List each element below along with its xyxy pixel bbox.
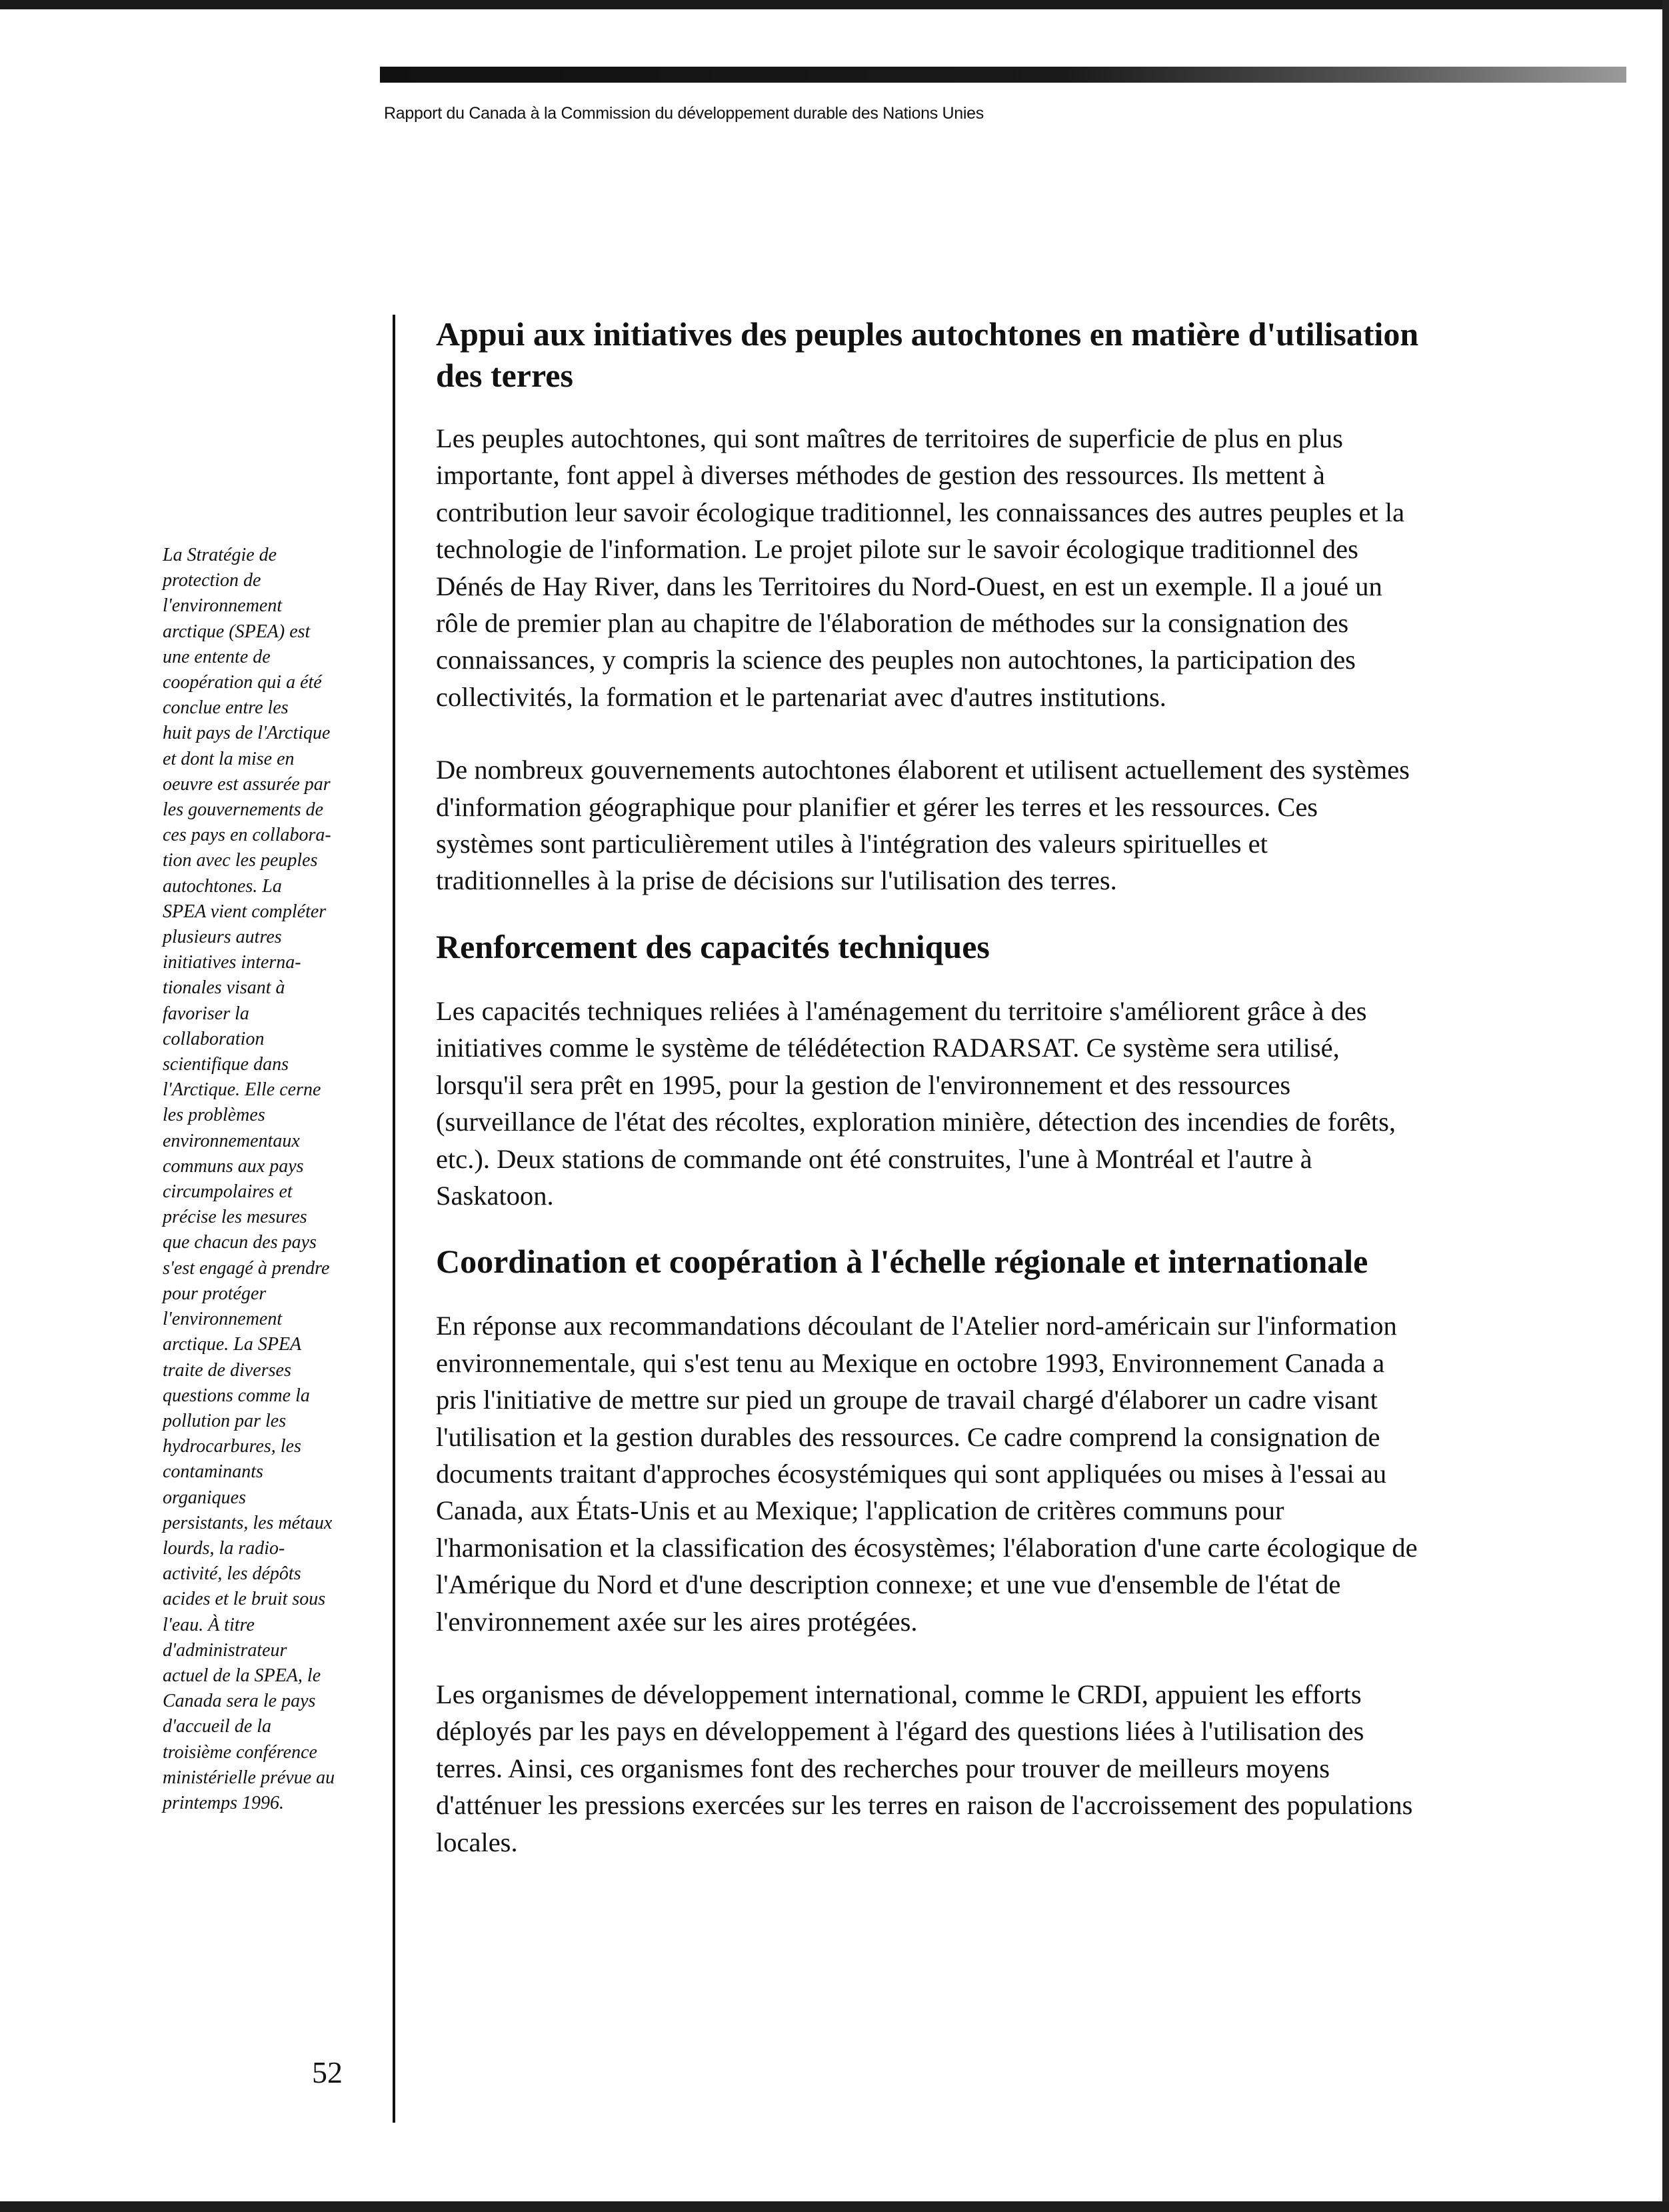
sidebar-note — [163, 543, 383, 1816]
header-rule — [380, 67, 1626, 83]
sidebar-line: acides et le bruit sous — [163, 1589, 326, 1610]
sidebar-line: lourds, la radio- — [163, 1537, 285, 1559]
text-line: d'atténuer les pressions exercées sur les terres en raison de l'accroissement des populations — [436, 1790, 1413, 1821]
text-line: Dénés de Hay River, dans les Territoires du Nord-Ouest, en est un exemple. Il a joué un — [436, 571, 1382, 601]
text-line: Canada, aux États-Unis et au Mexique; l'application de critères communs pour — [436, 1495, 1284, 1526]
text-line: environnementale, qui s'est tenu au Mexique en octobre 1993, Environnement Canada a — [436, 1347, 1385, 1378]
sidebar-line: actuel de la SPEA, le — [163, 1665, 321, 1686]
paragraph — [436, 1676, 1602, 1861]
text-line: contribution leur savoir écologique traditionnel, les connaissances des autres peuples et la — [436, 497, 1405, 527]
text-line: locales. — [436, 1827, 518, 1857]
heading-line: Renforcement des capacités techniques — [436, 927, 990, 965]
text-line: En réponse aux recommandations découlant de l'Atelier nord-américain sur l'information — [436, 1311, 1397, 1341]
sidebar-line: arctique (SPEA) est — [163, 621, 311, 642]
sidebar-line: communs aux pays — [163, 1155, 304, 1177]
text-line: documents traitant d'approches écosystémiques qui sont appliquées ou mises à l'essai au — [436, 1458, 1387, 1489]
section-heading — [436, 1241, 1602, 1282]
paragraph — [436, 1307, 1602, 1640]
sidebar-line: huit pays de l'Arctique — [163, 723, 331, 744]
sidebar-line: l'environnement — [163, 595, 283, 617]
sidebar-line: arctique. La SPEA — [163, 1334, 302, 1355]
sidebar-line: pour protéger — [163, 1283, 267, 1304]
sidebar-line: oeuvre est assurée par — [163, 773, 331, 795]
section-technical-capacity — [436, 926, 1602, 1214]
sidebar-line: tionales visant à — [163, 977, 285, 999]
paragraph — [436, 993, 1602, 1214]
sidebar-line: conclue entre les — [163, 697, 289, 719]
sidebar-line: les problèmes — [163, 1105, 265, 1126]
sidebar-line: organiques — [163, 1487, 246, 1508]
scan-border-top — [0, 0, 1669, 9]
sidebar-line: activité, les dépôts — [163, 1563, 301, 1585]
sidebar-line: scientifique dans — [163, 1054, 289, 1075]
sidebar-line: questions comme la — [163, 1385, 310, 1406]
text-line: l'harmonisation et la classification des écosystèmes; l'élaboration d'une carte écologique de — [436, 1532, 1418, 1563]
sidebar-line: plusieurs autres — [163, 927, 282, 948]
text-line: pris l'initiative de mettre sur pied un groupe de travail chargé d'élaborer un cadre visant — [436, 1385, 1378, 1415]
scan-border-bottom — [0, 2201, 1669, 2212]
page-number: 52 — [312, 2055, 343, 2089]
sidebar-line: contaminants — [163, 1461, 263, 1483]
section-heading — [436, 313, 1602, 396]
section-heading — [436, 926, 1602, 967]
text-line: l'environnement axée sur les aires protégées. — [436, 1606, 918, 1637]
sidebar-line: et dont la mise en — [163, 748, 295, 769]
sidebar-line: ces pays en collabora- — [163, 825, 331, 846]
text-line: technologie de l'information. Le projet pilote sur le savoir écologique traditionnel des — [436, 534, 1358, 565]
sidebar-line: Canada sera le pays — [163, 1691, 316, 1712]
text-line: d'information géographique pour planifier et gérer les terres et les ressources. Ces — [436, 791, 1318, 822]
margin-divider — [393, 315, 395, 2123]
sidebar-line: l'Arctique. Elle cerne — [163, 1079, 321, 1101]
section-regional-coordination — [436, 1241, 1602, 1861]
sidebar-line: d'accueil de la — [163, 1716, 272, 1737]
text-line: initiatives comme le système de télédétection RADARSAT. Ce système sera utilisé, — [436, 1033, 1340, 1063]
running-head: Rapport du Canada à la Commission du développement durable des Nations Unies — [384, 104, 984, 123]
sidebar-line: pollution par les — [163, 1410, 287, 1431]
text-line: (surveillance de l'état des récoltes, exploration minière, détection des incendies de forêts, — [436, 1107, 1396, 1137]
text-line: etc.). Deux stations de commande ont été construites, l'une à Montréal et l'autre à — [436, 1143, 1312, 1174]
text-line: rôle de premier plan au chapitre de l'élaboration de méthodes sur la consignation des — [436, 608, 1349, 639]
sidebar-line: protection de — [163, 570, 261, 591]
sidebar-line: l'eau. À titre — [163, 1614, 255, 1635]
sidebar-line: les gouvernements de — [163, 799, 324, 821]
paragraph — [436, 420, 1602, 715]
text-line: De nombreux gouvernements autochtones élaborent et utilisent actuellement des systèmes — [436, 755, 1410, 785]
sidebar-line: que chacun des pays — [163, 1232, 317, 1253]
sidebar-line: tion avec les peuples — [163, 850, 318, 871]
text-line: systèmes sont particulièrement utiles à l'intégration des valeurs spirituelles et — [436, 829, 1268, 859]
text-line: collectivités, la formation et le partenariat avec d'autres institutions. — [436, 681, 1166, 712]
sidebar-line: persistants, les métaux — [163, 1512, 333, 1533]
text-line: Les peuples autochtones, qui sont maîtres de territoires de superficie de plus en plus — [436, 423, 1343, 453]
sidebar-line: environnementaux — [163, 1130, 300, 1151]
sidebar-line: autochtones. La — [163, 875, 282, 897]
sidebar-line: printemps 1996. — [163, 1792, 284, 1813]
sidebar-line: une entente de — [163, 646, 271, 667]
heading-line: des terres — [436, 357, 573, 394]
sidebar-line: l'environnement — [163, 1309, 283, 1330]
heading-line: Coordination et coopération à l'échelle régionale et internationale — [436, 1243, 1368, 1281]
text-line: l'utilisation et la gestion durables des ressources. Ce cadre comprend la consignation de — [436, 1421, 1380, 1452]
sidebar-line: coopération qui a été — [163, 672, 322, 693]
sidebar-line: SPEA vient compléter — [163, 901, 327, 922]
text-line: Les capacités techniques reliées à l'aménagement du territoire s'améliorent grâce à des — [436, 995, 1367, 1026]
sidebar-line: hydrocarbures, les — [163, 1436, 301, 1457]
sidebar-line: circumpolaires et — [163, 1181, 293, 1203]
text-line: importante, font appel à diverses méthodes de gestion des ressources. Ils mettent à — [436, 460, 1325, 491]
sidebar-line: troisième conférence — [163, 1741, 317, 1763]
text-line: lorsqu'il sera prêt en 1995, pour la gestion de l'environnement et des ressources — [436, 1069, 1291, 1100]
text-line: déployés par les pays en développement à l'égard des questions liées à l'utilisation des — [436, 1716, 1364, 1747]
sidebar-line: La Stratégie de — [163, 545, 277, 565]
sidebar-line: s'est engagé à prendre — [163, 1257, 330, 1279]
sidebar-line: collaboration — [163, 1028, 265, 1049]
sidebar-line: d'administrateur — [163, 1639, 287, 1661]
sidebar-line: traite de diverses — [163, 1359, 291, 1381]
text-line: traditionnelles à la prise de décisions sur l'utilisation des terres. — [436, 865, 1117, 896]
text-line: Les organismes de développement international, comme le CRDI, appuient les efforts — [436, 1679, 1362, 1709]
sidebar-line: initiatives interna- — [163, 952, 301, 973]
sidebar-line: ministérielle prévue au — [163, 1767, 335, 1788]
sidebar-line: favoriser la — [163, 1003, 249, 1024]
text-line: connaissances, y compris la science des peuples non autochtones, la participation des — [436, 645, 1356, 675]
text-line: Saskatoon. — [436, 1180, 554, 1211]
section-indigenous-land-use — [436, 313, 1602, 899]
text-line: terres. Ainsi, ces organismes font des recherches pour trouver de meilleurs moyens — [436, 1753, 1330, 1783]
scan-border-right — [1662, 0, 1669, 2212]
paragraph — [436, 751, 1602, 899]
text-line: l'Amérique du Nord et d'une description connexe; et une vue d'ensemble de l'état de — [436, 1569, 1341, 1600]
sidebar-line: précise les mesures — [163, 1207, 307, 1228]
heading-line: Appui aux initiatives des peuples autochtones en matière d'utilisation — [436, 315, 1419, 353]
main-column — [436, 313, 1602, 1861]
